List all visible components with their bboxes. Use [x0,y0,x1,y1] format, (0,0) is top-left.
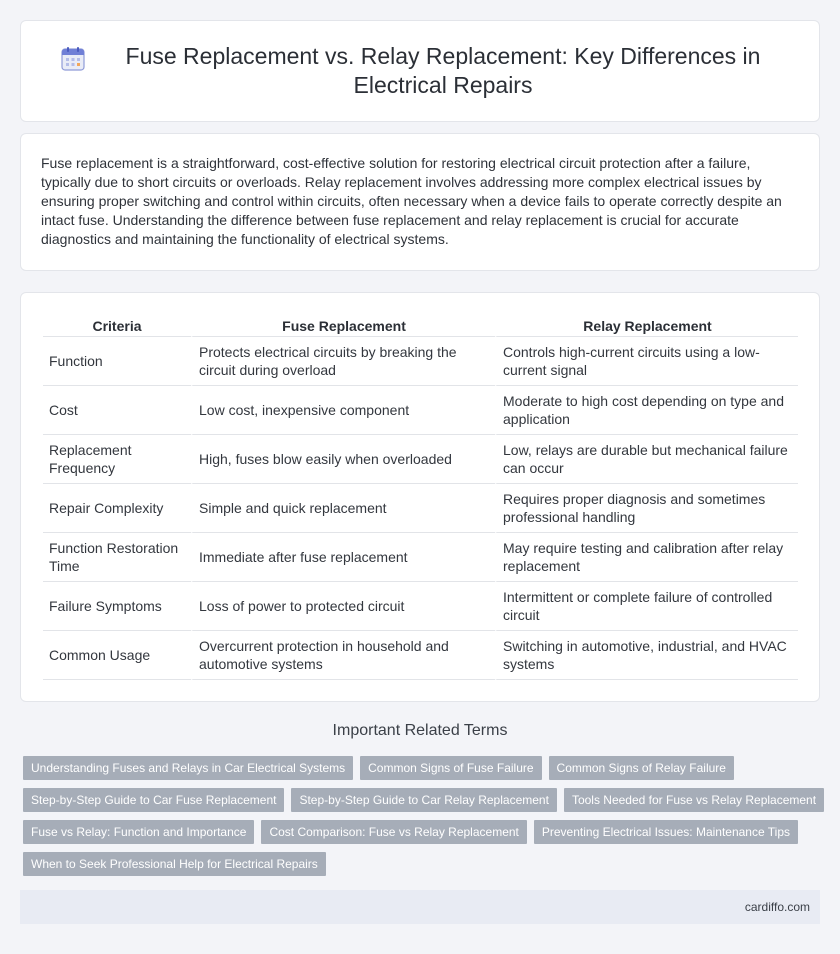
table-row [43,533,798,582]
fuse-cell: Low cost, inexpensive component [191,386,495,435]
criteria-cell: Function Restoration Time [43,533,191,582]
related-term-tag[interactable]: Understanding Fuses and Relays in Car Electrical Systems [23,756,353,780]
tag-row [23,788,823,812]
calendar-icon [60,46,86,72]
comparison-table-card [20,292,820,702]
related-terms-heading: Important Related Terms [332,722,508,739]
related-term-tag[interactable]: Preventing Electrical Issues: Maintenance Tips [534,820,798,844]
fuse-cell: Overcurrent protection in household and automotive systems [191,631,495,680]
table-row [43,484,798,533]
table-row [43,337,798,386]
relay-cell: May require testing and calibration after relay replacement [495,533,798,582]
related-term-tag[interactable]: Tools Needed for Fuse vs Relay Replacement [564,788,824,812]
tag-row [23,756,823,780]
criteria-cell: Function [43,337,191,386]
related-term-tag[interactable]: When to Seek Professional Help for Electrical Repairs [23,852,326,876]
relay-cell: Controls high-current circuits using a low-current signal [495,337,798,386]
header-card [20,20,820,122]
criteria-cell: Failure Symptoms [43,582,191,631]
header-relay-replacement: Relay Replacement [495,315,798,337]
fuse-cell: Protects electrical circuits by breaking the circuit during overload [191,337,495,386]
relay-cell: Requires proper diagnosis and sometimes professional handling [495,484,798,533]
fuse-cell: Immediate after fuse replacement [191,533,495,582]
fuse-cell: Simple and quick replacement [191,484,495,533]
fuse-cell: Loss of power to protected circuit [191,582,495,631]
relay-cell: Low, relays are durable but mechanical failure can occur [495,435,798,484]
comparison-table [43,315,798,680]
header-criteria: Criteria [43,315,191,337]
footer-site-link[interactable]: cardiffo.com [744,900,810,914]
criteria-cell: Replacement Frequency [43,435,191,484]
relay-cell: Switching in automotive, industrial, and HVAC systems [495,631,798,680]
header-fuse-replacement: Fuse Replacement [191,315,495,337]
table-row [43,582,798,631]
related-terms-tags [23,756,823,884]
tag-row [23,820,823,844]
related-term-tag[interactable]: Fuse vs Relay: Function and Importance [23,820,254,844]
related-term-tag[interactable]: Cost Comparison: Fuse vs Relay Replacement [261,820,526,844]
footer [20,890,820,924]
intro-card [20,133,820,271]
relay-cell: Intermittent or complete failure of controlled circuit [495,582,798,631]
criteria-cell: Repair Complexity [43,484,191,533]
intro-paragraph: Fuse replacement is a straightforward, cost-effective solution for restoring electrical circuit protection after a failure, typically due to short circuits or overloads. Relay replacement involves addressing more complex electrical issues by ensuring proper switching and control within circuits, often necessary when a device fails to operate correctly despite an intact fuse. Understanding the difference between fuse replacement and relay replacement is crucial for accurate diagnostics and maintaining the functionality of electrical systems. [41,155,782,247]
table-header-row [43,315,798,337]
page-title: Fuse Replacement vs. Relay Replacement: Key Differences in Electrical Repairs [125,43,761,98]
criteria-cell: Cost [43,386,191,435]
fuse-cell: High, fuses blow easily when overloaded [191,435,495,484]
tag-row [23,852,823,876]
related-term-tag[interactable]: Common Signs of Relay Failure [549,756,734,780]
criteria-cell: Common Usage [43,631,191,680]
related-term-tag[interactable]: Common Signs of Fuse Failure [360,756,541,780]
table-row [43,386,798,435]
table-row [43,631,798,680]
related-term-tag[interactable]: Step-by-Step Guide to Car Relay Replacement [291,788,556,812]
relay-cell: Moderate to high cost depending on type and application [495,386,798,435]
related-term-tag[interactable]: Step-by-Step Guide to Car Fuse Replacement [23,788,284,812]
table-row [43,435,798,484]
